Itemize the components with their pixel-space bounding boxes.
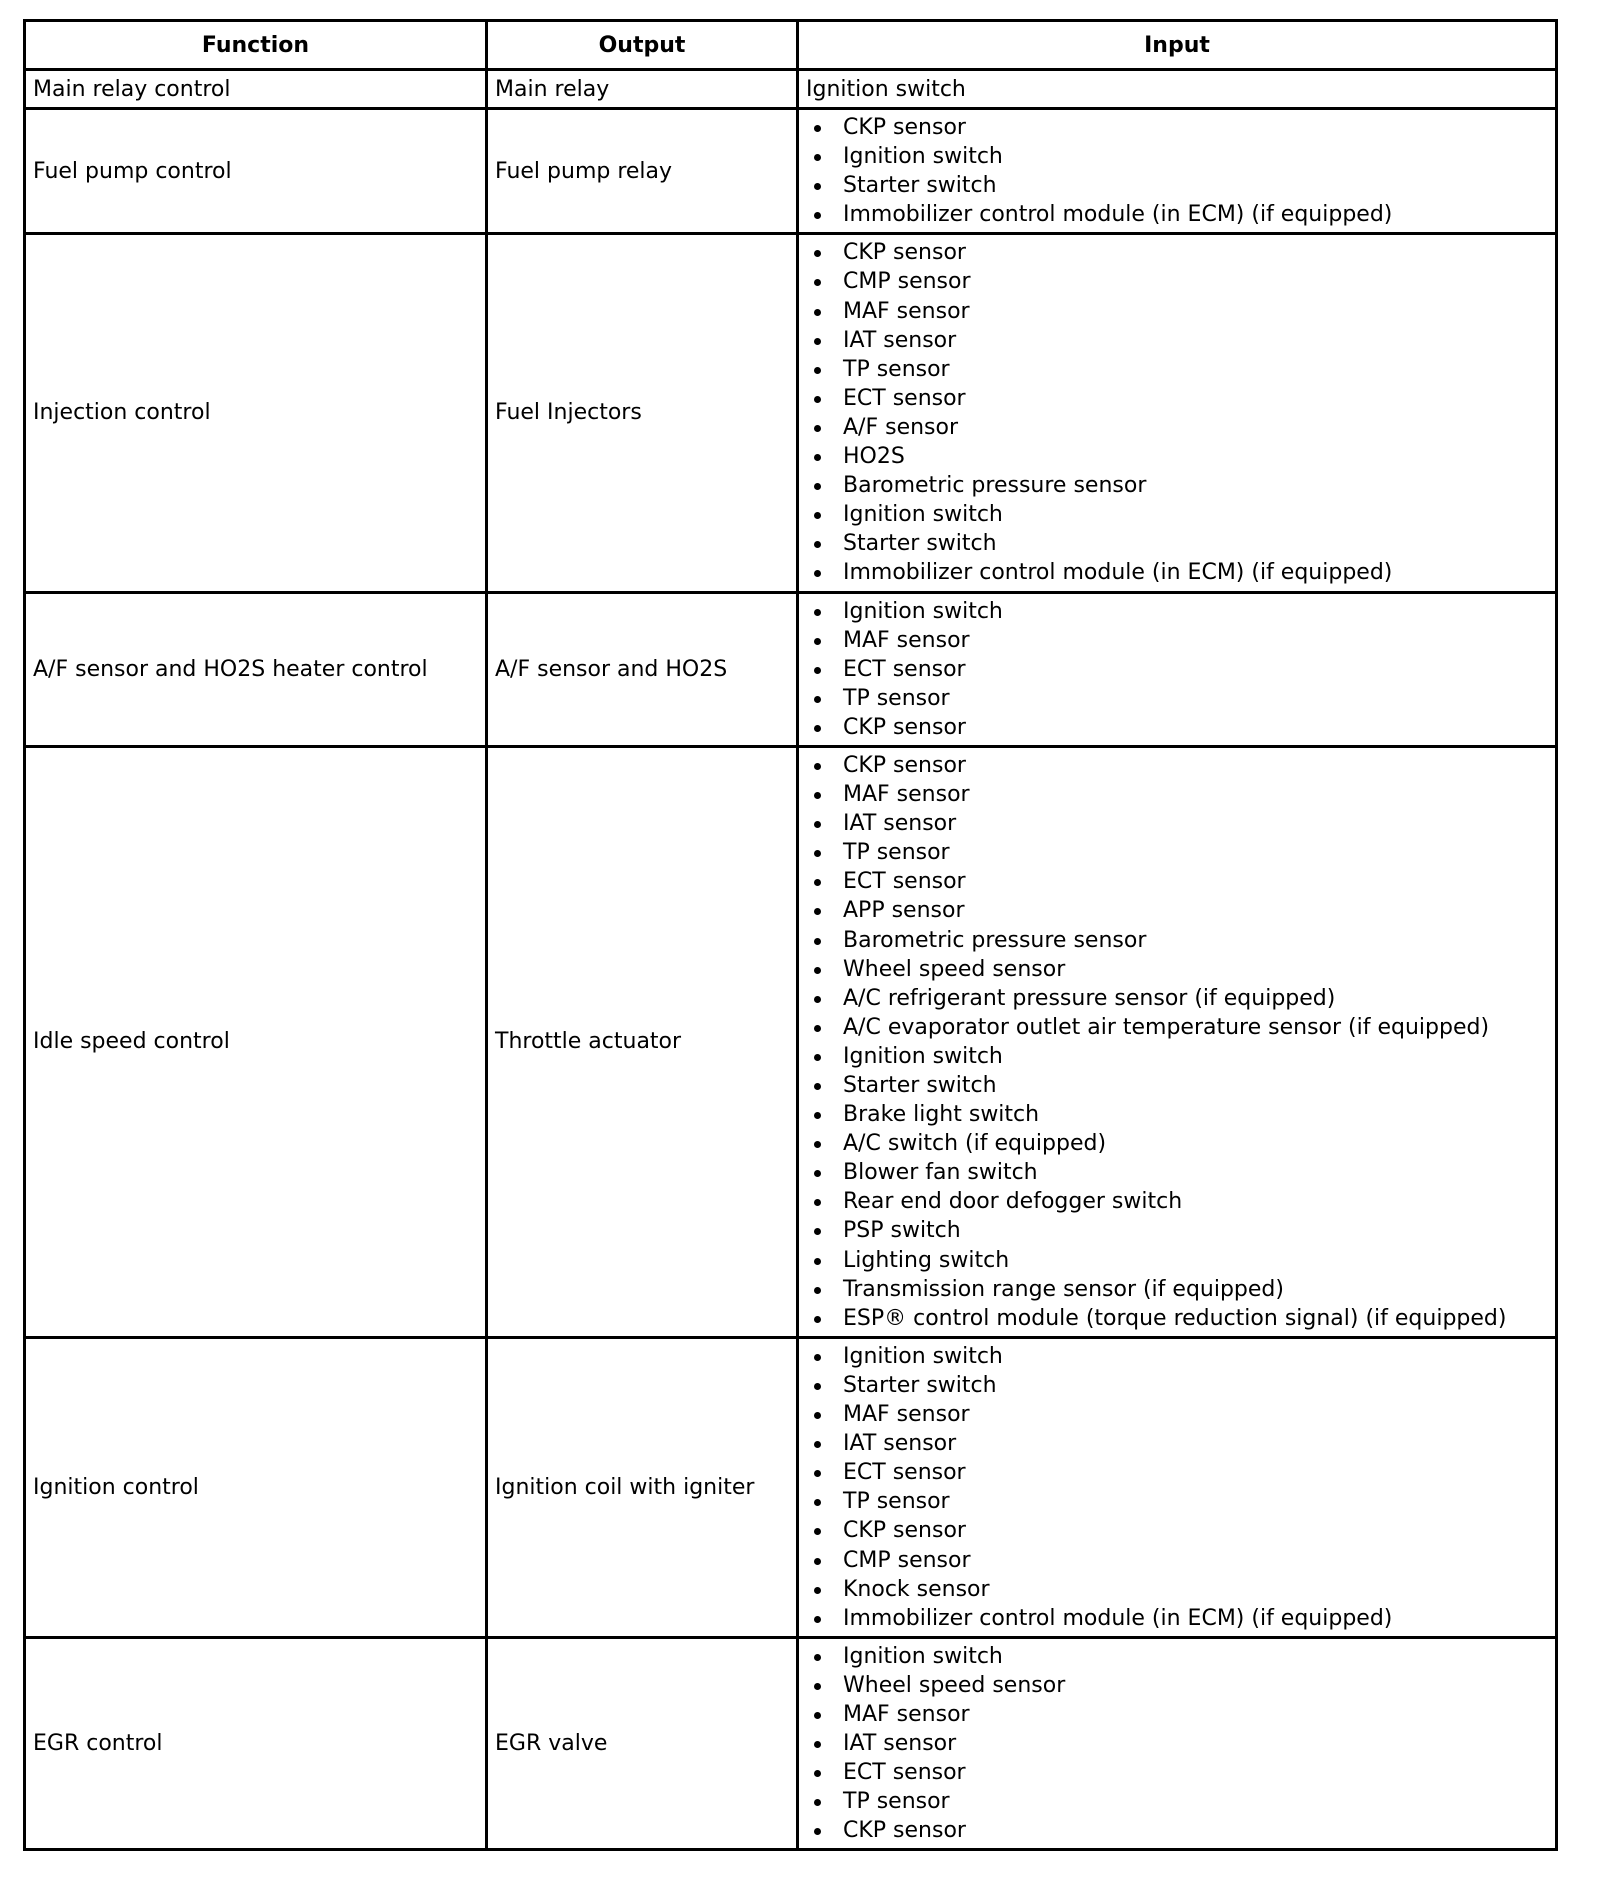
input-list — [806, 1342, 1555, 1633]
list-item: A/C switch (if equipped) — [806, 1129, 1555, 1158]
function-cell: Fuel pump control — [25, 109, 487, 234]
input-cell: Ignition switch — [798, 70, 1557, 109]
output-cell: A/F sensor and HO2S — [487, 592, 798, 746]
list-item: Brake light switch — [806, 1100, 1555, 1129]
input-list — [806, 238, 1555, 587]
list-item: TP sensor — [806, 355, 1555, 384]
input-list — [806, 1642, 1555, 1846]
list-item: Rear end door defogger switch — [806, 1187, 1555, 1216]
table-row — [25, 592, 1557, 746]
list-item: Blower fan switch — [806, 1158, 1555, 1187]
input-cell — [798, 109, 1557, 234]
table-row — [25, 1637, 1557, 1850]
input-cell — [798, 1637, 1557, 1850]
input-list — [806, 113, 1555, 229]
input-cell — [798, 746, 1557, 1337]
list-item: A/F sensor — [806, 413, 1555, 442]
list-item: IAT sensor — [806, 1429, 1555, 1458]
table-row — [25, 70, 1557, 109]
list-item: ECT sensor — [806, 655, 1555, 684]
list-item: Starter switch — [806, 171, 1555, 200]
list-item: Immobilizer control module (in ECM) (if equipped) — [806, 558, 1555, 587]
list-item: Knock sensor — [806, 1575, 1555, 1604]
list-item: Immobilizer control module (in ECM) (if equipped) — [806, 200, 1555, 229]
list-item: ECT sensor — [806, 1758, 1555, 1787]
table-row — [25, 109, 1557, 234]
list-item: Wheel speed sensor — [806, 1671, 1555, 1700]
function-cell: Ignition control — [25, 1337, 487, 1637]
list-item: IAT sensor — [806, 1729, 1555, 1758]
function-cell: Idle speed control — [25, 746, 487, 1337]
list-item: TP sensor — [806, 1487, 1555, 1516]
input-cell — [798, 1337, 1557, 1637]
list-item: CKP sensor — [806, 1816, 1555, 1845]
output-cell: Ignition coil with igniter — [487, 1337, 798, 1637]
list-item: PSP switch — [806, 1216, 1555, 1245]
list-item: A/C refrigerant pressure sensor (if equipped) — [806, 984, 1555, 1013]
list-item: MAF sensor — [806, 297, 1555, 326]
list-item: APP sensor — [806, 896, 1555, 925]
table-body — [25, 70, 1557, 1850]
table-row — [25, 1337, 1557, 1637]
list-item: ECT sensor — [806, 867, 1555, 896]
list-item: Lighting switch — [806, 1246, 1555, 1275]
output-cell: EGR valve — [487, 1637, 798, 1850]
list-item: TP sensor — [806, 838, 1555, 867]
list-item: ESP® control module (torque reduction signal) (if equipped) — [806, 1304, 1555, 1333]
list-item: Starter switch — [806, 1071, 1555, 1100]
list-item: Barometric pressure sensor — [806, 926, 1555, 955]
input-list — [806, 751, 1555, 1333]
list-item: Ignition switch — [806, 1642, 1555, 1671]
list-item: Ignition switch — [806, 597, 1555, 626]
function-cell: EGR control — [25, 1637, 487, 1850]
header-function: Function — [25, 21, 487, 70]
input-cell — [798, 234, 1557, 592]
list-item: Starter switch — [806, 529, 1555, 558]
table-row — [25, 234, 1557, 592]
function-cell: Main relay control — [25, 70, 487, 109]
list-item: CMP sensor — [806, 267, 1555, 296]
list-item: Ignition switch — [806, 1042, 1555, 1071]
list-item: CKP sensor — [806, 1516, 1555, 1545]
list-item: ECT sensor — [806, 384, 1555, 413]
list-item: Transmission range sensor (if equipped) — [806, 1275, 1555, 1304]
function-cell: A/F sensor and HO2S heater control — [25, 592, 487, 746]
input-list — [806, 597, 1555, 742]
list-item: TP sensor — [806, 1787, 1555, 1816]
list-item: CKP sensor — [806, 751, 1555, 780]
list-item: CKP sensor — [806, 238, 1555, 267]
list-item: MAF sensor — [806, 1700, 1555, 1729]
output-cell: Throttle actuator — [487, 746, 798, 1337]
list-item: MAF sensor — [806, 626, 1555, 655]
table-row — [25, 746, 1557, 1337]
header-input: Input — [798, 21, 1557, 70]
list-item: Ignition switch — [806, 1342, 1555, 1371]
list-item: CKP sensor — [806, 713, 1555, 742]
table-header-row — [25, 21, 1557, 70]
list-item: IAT sensor — [806, 326, 1555, 355]
list-item: IAT sensor — [806, 809, 1555, 838]
ecm-function-table — [23, 19, 1558, 1851]
list-item: Wheel speed sensor — [806, 955, 1555, 984]
output-cell: Main relay — [487, 70, 798, 109]
list-item: Ignition switch — [806, 142, 1555, 171]
list-item: CKP sensor — [806, 113, 1555, 142]
list-item: A/C evaporator outlet air temperature sensor (if equipped) — [806, 1013, 1555, 1042]
list-item: ECT sensor — [806, 1458, 1555, 1487]
list-item: CMP sensor — [806, 1546, 1555, 1575]
list-item: Barometric pressure sensor — [806, 471, 1555, 500]
function-cell: Injection control — [25, 234, 487, 592]
input-cell — [798, 592, 1557, 746]
list-item: HO2S — [806, 442, 1555, 471]
output-cell: Fuel pump relay — [487, 109, 798, 234]
list-item: Immobilizer control module (in ECM) (if equipped) — [806, 1604, 1555, 1633]
list-item: Starter switch — [806, 1371, 1555, 1400]
list-item: Ignition switch — [806, 500, 1555, 529]
list-item: TP sensor — [806, 684, 1555, 713]
list-item: MAF sensor — [806, 1400, 1555, 1429]
output-cell: Fuel Injectors — [487, 234, 798, 592]
list-item: MAF sensor — [806, 780, 1555, 809]
header-output: Output — [487, 21, 798, 70]
